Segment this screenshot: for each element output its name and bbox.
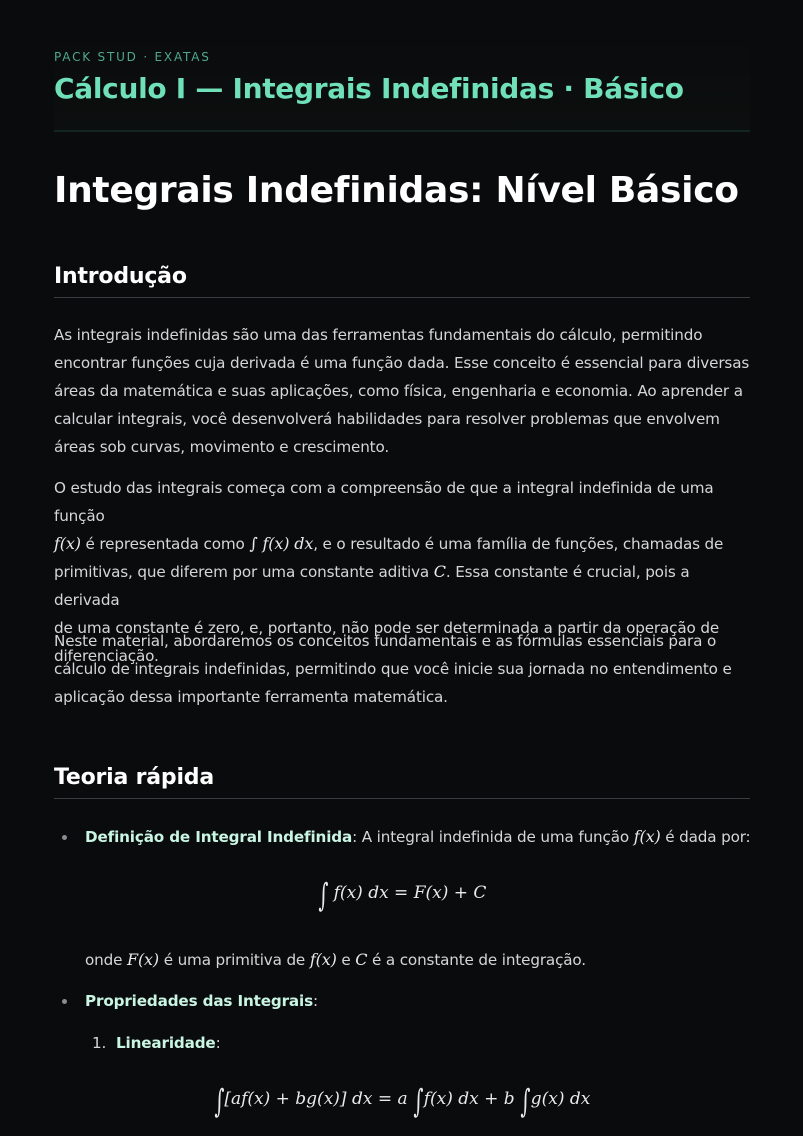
integral-sign-icon: ∫ bbox=[413, 1082, 424, 1120]
definition-end: é dada por: bbox=[665, 828, 751, 846]
linearity-colon: : bbox=[215, 1034, 221, 1052]
definition-term: Definição de Integral Indefinida bbox=[85, 828, 353, 846]
page-title: Integrais Indefinidas: Nível Básico bbox=[54, 170, 739, 211]
definition-line bbox=[85, 824, 751, 850]
linearity-number: 1. bbox=[92, 1034, 107, 1052]
page-header bbox=[54, 38, 750, 132]
properties-colon: : bbox=[312, 992, 318, 1010]
p2-text-e: . Essa constante é crucial, pois a derivada bbox=[54, 563, 690, 609]
note-text-b: é uma primitiva de bbox=[163, 951, 306, 969]
linearity-line bbox=[116, 1030, 221, 1056]
note-math-C: C bbox=[355, 950, 368, 969]
section-heading-theory: Teoria rápida bbox=[54, 765, 750, 799]
linearity-part-2: f(x) dx + b bbox=[423, 1089, 515, 1109]
integral-sign-icon: ∫ bbox=[213, 1082, 224, 1120]
note-text-c: e bbox=[341, 951, 351, 969]
list-item-definition bbox=[54, 824, 754, 850]
p2-text-g: diferenciação. bbox=[54, 647, 159, 665]
p2-text-a: O estudo das integrais começa com a compreensão de que a integral indefinida de uma função bbox=[54, 479, 714, 525]
linearity-part-3: g(x) dx bbox=[530, 1089, 591, 1109]
linearity-part-1: [af(x) + bg(x)] dx = a bbox=[224, 1089, 408, 1109]
linearity-formula bbox=[54, 1082, 750, 1120]
header-kicker: PACK STUD · EXATAS bbox=[54, 50, 211, 64]
p2-text-f: de uma constante é zero, e, portanto, não pode ser determinada a partir da operação de bbox=[54, 619, 720, 637]
definition-formula-body: f(x) dx = F(x) + C bbox=[333, 883, 487, 903]
definition-note bbox=[85, 947, 735, 973]
note-math-F: F(x) bbox=[127, 950, 160, 969]
intro-paragraph-3: Neste material, abordaremos os conceitos fundamentais e as fórmulas essenciais para o cálculo de integrais indefinidas, permitindo que você inicie sua jornada no entendimento e aplicação dessa importante ferramenta matemática. bbox=[54, 632, 732, 706]
linearity-term: Linearidade bbox=[116, 1034, 216, 1052]
integral-sign-icon: ∫ bbox=[317, 876, 328, 914]
list-item-properties bbox=[54, 988, 754, 1014]
p2-text-c: , e o resultado é uma família de funções, chamadas de bbox=[313, 535, 724, 553]
p2-math-integral: ∫ f(x) dx bbox=[249, 534, 314, 553]
note-math-f: f(x) bbox=[309, 950, 337, 969]
list-item-linearity bbox=[54, 1030, 754, 1056]
definition-text: : A integral indefinida de uma função bbox=[352, 828, 630, 846]
properties-term: Propriedades das Integrais bbox=[85, 992, 313, 1010]
note-text-d: é a constante de integração. bbox=[372, 951, 586, 969]
header-title: Cálculo I — Integrais Indefinidas · Básico bbox=[54, 72, 684, 105]
p2-text-b: é representada como bbox=[85, 535, 245, 553]
integral-sign-icon: ∫ bbox=[520, 1082, 531, 1120]
p2-math-C: C bbox=[433, 562, 446, 581]
definition-math-fx: f(x) bbox=[633, 827, 661, 846]
p2-text-d: primitivas, que diferem por uma constante aditiva bbox=[54, 563, 430, 581]
p2-math-fx: f(x) bbox=[54, 534, 81, 553]
properties-line bbox=[85, 988, 318, 1014]
note-text-a: onde bbox=[85, 951, 123, 969]
section-heading-intro: Introdução bbox=[54, 264, 750, 298]
definition-formula bbox=[54, 876, 750, 914]
intro-paragraph-1: As integrais indefinidas são uma das ferramentas fundamentais do cálculo, permitindo encontrar funções cuja derivada é uma função dada. Esse conceito é essencial para diversas áreas da matemática e suas aplicações, como física, engenharia e economia. Ao aprender a calcular integrais, você desenvolverá habilidades para resolver problemas que envolvem áreas sob curvas, movimento e crescimento. bbox=[54, 326, 750, 456]
bullet-icon bbox=[62, 999, 67, 1004]
bullet-icon bbox=[62, 835, 67, 840]
